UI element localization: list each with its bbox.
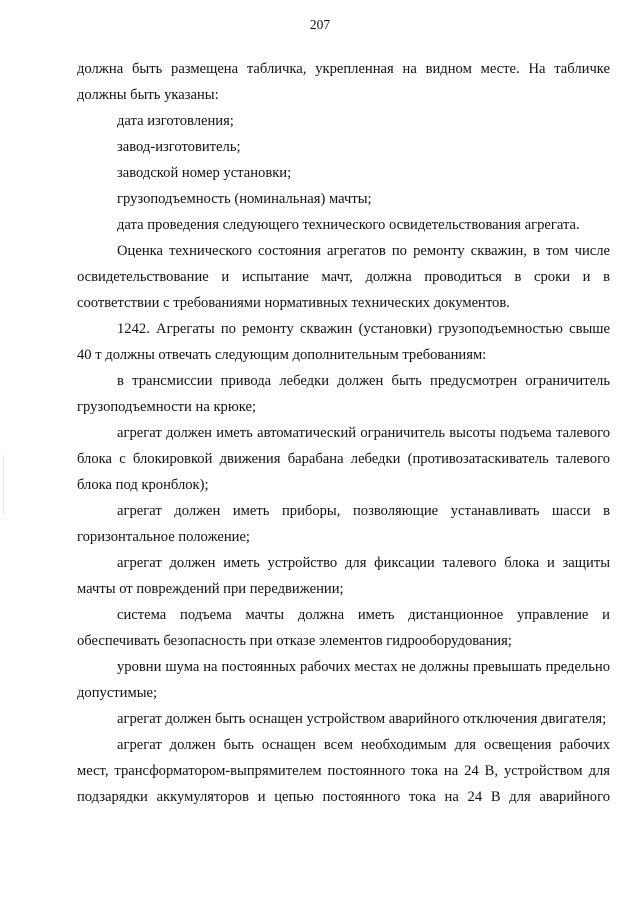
requirement-load-limiter: в трансмиссии привода лебедки должен быть предусмотрен ограничитель грузоподъемности на крюке; (77, 373, 610, 415)
requirement-leveling-devices: агрегат должен иметь приборы, позволяющие устанавливать шасси в горизонтальное положение; (77, 503, 610, 545)
scan-margin-mark (3, 455, 4, 515)
paragraph-condition-assessment: Оценка технического состояния агрегатов по ремонту скважин, в том числе освидетельствование и испытание мачт, должна проводиться в сроки и в соответствии с требованиями нормативных технических документов. (77, 243, 610, 311)
requirement-emergency-shutdown: агрегат должен быть оснащен устройством аварийного отключения двигателя; (117, 711, 607, 727)
requirement-height-limiter: агрегат должен иметь автоматический ограничитель высоты подъема талевого блока с блокировкой движения барабана лебедки (противозатаскиватель талевого блока под кронблок); (77, 425, 610, 493)
document-body (77, 56, 610, 810)
requirement-block-fixation: агрегат должен иметь устройство для фиксации талевого блока и защиты мачты от повреждений при передвижении; (77, 555, 610, 597)
page-number: 207 (309, 17, 331, 32)
requirement-mast-remote-control: система подъема мачты должна иметь дистанционное управление и обеспечивать безопасность при отказе элементов гидрооборудования; (77, 607, 610, 649)
requirement-noise-levels: уровни шума на постоянных рабочих местах не должны превышать предельно допустимые; (77, 659, 610, 701)
list-item-manufacturer: завод-изготовитель; (117, 139, 241, 155)
list-item-mast-capacity: грузоподъемность (номинальная) мачты; (117, 191, 372, 207)
list-item-manufacture-date: дата изготовления; (117, 113, 234, 129)
list-item-next-inspection-date: дата проведения следующего технического освидетельствования агрегата. (117, 217, 580, 233)
paragraph-intro: должна быть размещена табличка, укрепленная на видном месте. На табличке должны быть указаны: (77, 61, 610, 103)
list-item-serial-number: заводской номер установки; (117, 165, 292, 181)
paragraph-1242: 1242. Агрегаты по ремонту скважин (установки) грузоподъемностью свыше 40 т должны отвечать следующим дополнительным требованиям: (77, 321, 610, 363)
requirement-lighting-power: агрегат должен быть оснащен всем необходимым для освещения рабочих мест, трансформатором-выпрямителем постоянного тока на 24 В, устройством для подзарядки аккумуляторов и цепью постоянного тока на 24 В для аварийного (77, 737, 610, 805)
